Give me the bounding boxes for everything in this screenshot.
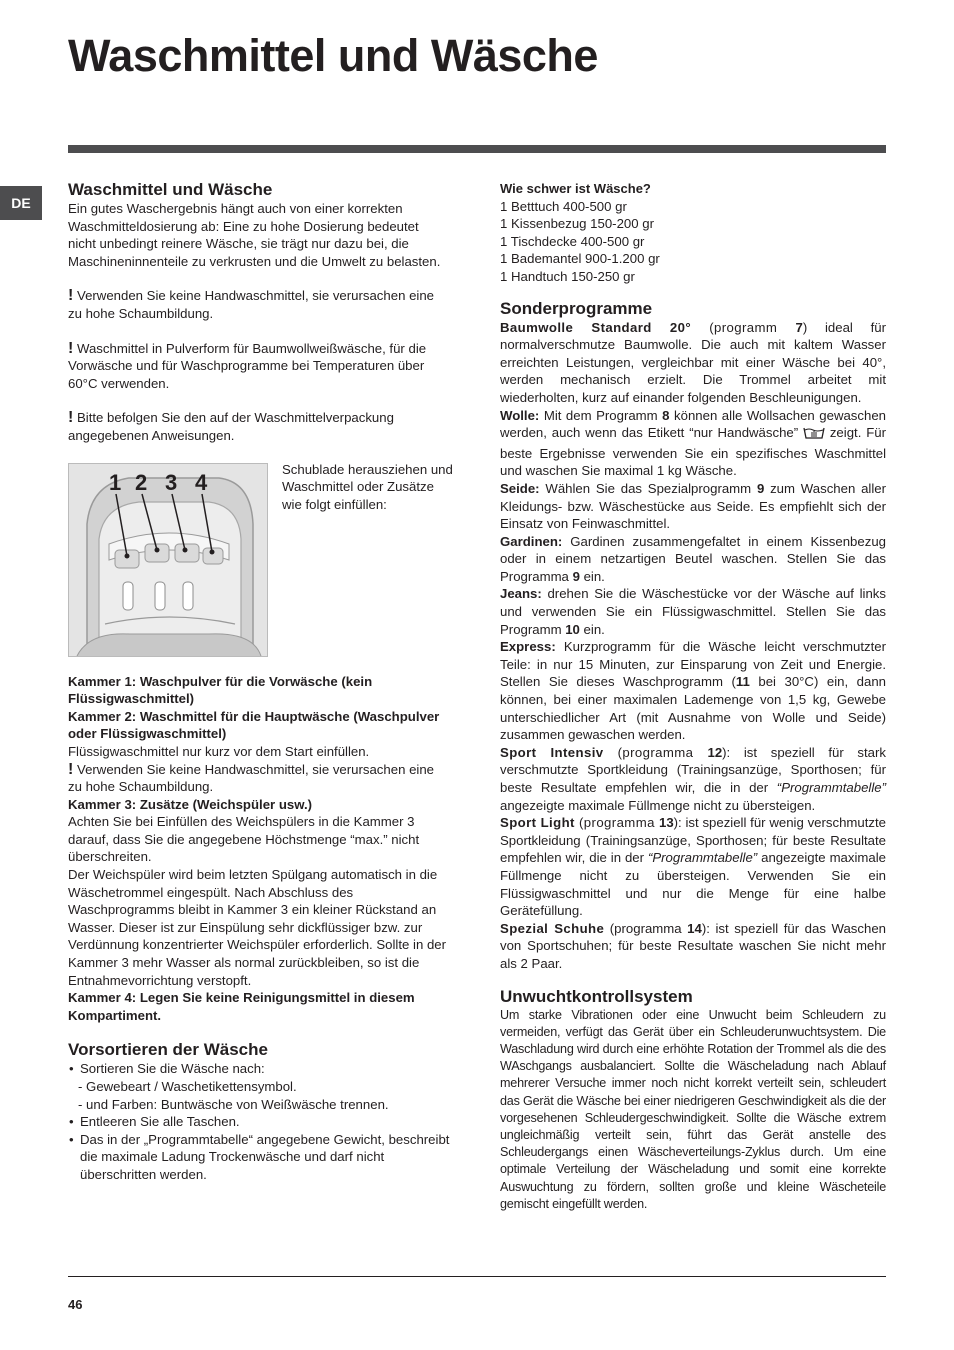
- page-number: 46: [68, 1297, 83, 1312]
- detergent-drawer-illustration: [68, 463, 268, 657]
- section-heading-unwucht: Unwuchtkontrollsystem: [500, 986, 693, 1006]
- intro-paragraph: Ein gutes Waschergebnis hängt auch von einer korrekten Waschmitteldosierung ab: Eine zu hohe Dosierung bedeutet nicht unbedingt reinere Wäsche, sie trägt nur dazu bei, die Maschineninnenteile zu verkrusten und die Umwelt zu belasten.: [68, 201, 441, 269]
- program-seide: Seide: Wählen Sie das Spezialprogramm 9 zum Waschen aller Kleidungs- bzw. Wäschestücke aus Seide. Es empfiehlt sich der Einsatz von Feinwaschmittel.: [500, 480, 887, 532]
- chamber-instructions: [68, 673, 450, 1025]
- section-heading-detergent: Waschmittel und Wäsche: [68, 180, 273, 199]
- sorting-list: [68, 1060, 450, 1078]
- list-subitem: - und Farben: Buntwäsche von Weißwäsche trennen.: [78, 1096, 389, 1112]
- list-item: • Sortieren Sie die Wäsche nach:: [80, 1060, 450, 1078]
- warning-mark: !: [68, 339, 74, 357]
- weights-heading: Wie schwer ist Wäsche?: [500, 181, 651, 196]
- figure-caption: Schublade herausziehen und Waschmittel oder Zusätze wie folgt einfüllen:: [282, 461, 453, 512]
- chamber-label-3: 3: [165, 469, 178, 495]
- chamber-3-text-2: Der Weichspüler wird beim letzten Spülgang automatisch in die Wäschetrommel eingespült. Nach Abschluss des Waschprogramms bleibt in Kammer 3 ein kleiner Rückstand an Wasser. Dieser ist zur Einspülung sehr dickflüssiger bzw. zur Verdünnung konzentrierter Weichspüler erforderlich. Sollte in der Kammer 3 mehr Wasser als normal zurückbleiben, so ist die Entnahmevorrichtung verstopft.: [68, 867, 446, 988]
- chamber-4-heading: Kammer 4: Legen Sie keine Reinigungsmittel in diesem Kompartiment.: [68, 990, 415, 1023]
- program-sport-light: Sport Light (programma 13): ist speziell für wenig verschmutzte Sportkleidung (Trainingsanzüge, Sporthosen; für beste Resultate empfehlen wir, die in der “Programmtabelle” angezeigte maximale Füllmenge nicht zu übersteigen. Verwenden Sie ein Flüssigwaschmittel und nur die Menge für eine halbe Gerätefüllung.: [500, 815, 886, 919]
- chamber-1-heading: Kammer 1: Waschpulver für die Vorwäsche (kein Flüssigwaschmittel): [68, 673, 373, 707]
- chamber-3-text-1: Achten Sie bei Einfüllen des Weichspülers in die Kammer 3 darauf, dass Sie die angegebene Höchstmenge “max.” nicht überschreiten.: [68, 814, 420, 865]
- handwash-icon: [803, 426, 825, 445]
- chamber-2-warning: ! Verwenden Sie keine Handwaschmittel, sie verursachen eine zu hohe Schaumbildung.: [68, 760, 434, 795]
- warning-mark: !: [68, 287, 74, 305]
- weight-item: 1 Tischdecke 400-500 gr: [500, 233, 645, 249]
- chamber-2-heading: Kammer 2: Waschmittel für die Hauptwäsche (Waschpulver oder Flüssigwaschmittel): [68, 708, 440, 742]
- list-item: • Das in der „Programmtabelle“ angegebene Gewicht, beschreibt die maximale Ladung Trockenwäsche und darf nicht überschritten werden.: [80, 1131, 450, 1184]
- program-jeans: Jeans: drehen Sie die Wäschestücke vor der Wäsche auf links und verwenden Sie ein Flüssigwaschmittel. Stellen Sie das Programm 10 ein.: [500, 586, 886, 637]
- footer-rule: [68, 1276, 886, 1277]
- chamber-label-1: 1: [109, 469, 122, 495]
- page-title: Waschmittel und Wäsche: [68, 30, 598, 81]
- section-heading-sorting: Vorsortieren der Wäsche: [68, 1040, 268, 1060]
- chamber-2-text: Flüssigwaschmittel nur kurz vor dem Start einfüllen.: [68, 743, 370, 759]
- language-tab: DE: [0, 186, 42, 220]
- program-express: Express: Kurzprogramm für die Wäsche leicht verschmutzter Teile: in nur 15 Minuten, zur Einsparung von Zeit und Energie. Stellen Sie dieses Waschprogramm (11 bei 30°C) ein, dann können, bei einer maximalen Lademenge von 1,5 kg, Gewebe unterschiedlicher Art (mit Ausnahme von Wolle und Seide) zusammen gewaschen werden.: [500, 639, 886, 743]
- unwucht-paragraph: Um starke Vibrationen oder eine Unwucht beim Schleudern zu vermeiden, verfügt das Gerät über ein Schleuderunwuchtsystem. Die Waschladung wird durch eine erhöhte Rotation der Trommel als die des WAschgangs ausbalanciert. Sollte die Wäscheladung nach Ablauf mehrerer Versuche immer noch nicht korrekt verteilt sein, schleudert das Gerät die Wäsche bei einer niedrigeren Geschwindigkeit als die der vorgesehenen Schleudergeschwindigkeit. Sollte die Wäsche extrem ungleichmäßig verteilt sein, führt das Gerät anstelle des Schleudergangs einen Wäscheverteilungs-Zyklus durch. Um eine optimale Verteilung der Wäscheladung und somit eine korrekte Auswuchtung zu fördern, sollten große und kleine Wäscheteile gemischt eingefüllt werden.: [500, 1007, 886, 1211]
- warning-2: ! Waschmittel in Pulverform für Baumwollweißwäsche, für die Vorwäsche und für Waschprogramme bei Temperaturen über 60°C verwenden.: [68, 339, 427, 391]
- warning-mark: !: [68, 409, 74, 427]
- program-gardinen: Gardinen: Gardinen zusammengefaltet in einem Kissenbezug oder in einem netzartigen Beutel waschen. Stellen Sie das Programma 9 ein.: [500, 533, 886, 584]
- weight-item: 1 Betttuch 400-500 gr: [500, 198, 627, 214]
- list-subitem: - Gewebeart / Waschetikettensymbol.: [78, 1079, 297, 1094]
- list-item: • Entleeren Sie alle Taschen.: [80, 1113, 450, 1131]
- warning-3: ! Bitte befolgen Sie den auf der Waschmittelverpackung angegebenen Anweisungen.: [68, 409, 394, 443]
- title-rule: [68, 145, 886, 153]
- weight-item: 1 Handtuch 150-250 gr: [500, 268, 635, 284]
- section-heading-special: Sonderprogramme: [500, 298, 653, 318]
- weight-item: 1 Kissenbezug 150-200 gr: [500, 216, 654, 232]
- warning-1: ! Verwenden Sie keine Handwaschmittel, sie verursachen eine zu hohe Schaumbildung.: [68, 287, 434, 321]
- left-column: [68, 180, 453, 1184]
- program-sport-intensiv: Sport Intensiv (programma 12): ist speziell für stark verschmutzte Sportkleidung (Trainingsanzüge, Sporthosen; für beste Resultate empfehlen wir, die in der “Programmtabelle” angezeigte maximale Füllmenge nicht zu übersteigen.: [500, 744, 886, 813]
- chamber-3-heading: Kammer 3: Zusätze (Weichspüler usw.): [68, 796, 313, 812]
- chamber-label-2: 2: [135, 469, 148, 495]
- right-column: [500, 180, 886, 1213]
- warning-mark: !: [68, 760, 74, 778]
- program-baumwolle: Baumwolle Standard 20° (programm 7) ideal für normalverschmutze Baumwolle. Die auch mit kaltem Wasser erreichten Leistungen, vergleichbar mit einer Wäsche bei 40°, werden mechanisch erzielt. Die Trommel arbeitet mit wiederholten, kurz auf einander folgenden Beschleunigungen.: [500, 319, 886, 405]
- chamber-label-4: 4: [195, 469, 208, 495]
- program-spezial-schuhe: Spezial Schuhe (programma 14): ist speziell für das Waschen von Sportschuhen; für beste Resultate waschen Sie nicht mehr als 2 Paar.: [500, 920, 886, 971]
- program-wolle: Wolle: Mit dem Programm 8 können alle Wollsachen gewaschen werden, auch wenn das Etikett “nur Handwäsche” zeigt. Für beste Ergebnisse verwenden Sie ein spezifisches Waschmittel und waschen Sie maximal 1 kg Wäsche.: [500, 407, 886, 479]
- weight-item: 1 Bademantel 900-1.200 gr: [500, 251, 660, 267]
